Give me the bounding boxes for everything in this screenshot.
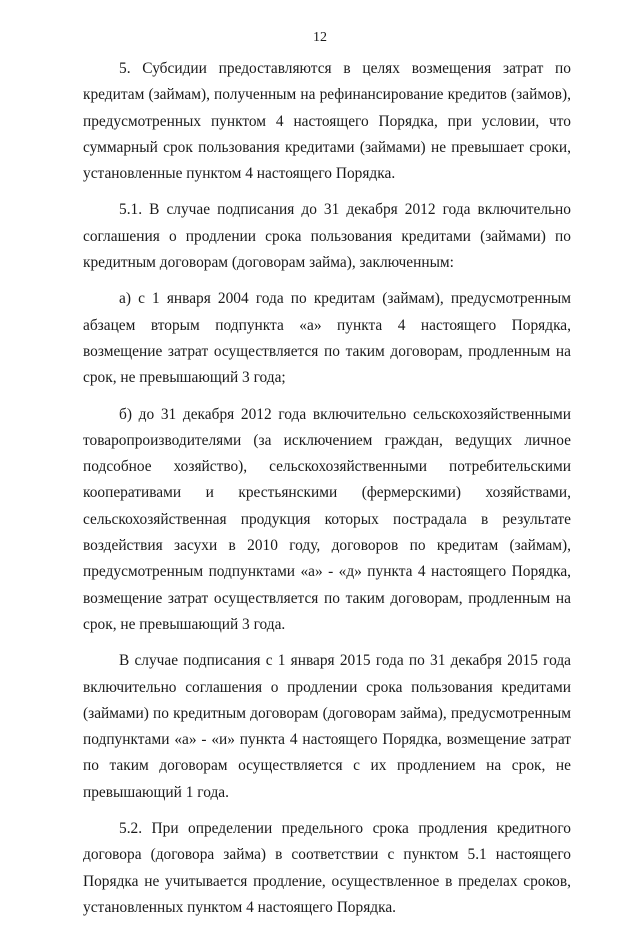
page-number: 12 bbox=[313, 30, 327, 45]
paragraph-5-2: 5.2. При определении предельного срока продления кредитного договора (договора займа) в соответствии с пунктом 5.1 настоящего Порядка не учитывается продление, осуществленное в пределах сроков, установленных пунктом 4 настоящего Порядка. bbox=[83, 820, 571, 916]
paragraph-5-1: 5.1. В случае подписания до 31 декабря 2012 года включительно соглашения о продлении срока пользования кредитами (займами) по кредитным договорам (договорам займа), заключенным: bbox=[83, 201, 571, 272]
paragraph-5: 5. Субсидии предоставляются в целях возмещения затрат по кредитам (займам), полученным на рефинансирование кредитов (займов), предусмотренных пунктом 4 настоящего Порядка, при условии, что суммарный срок пользования кредитами (займами) не превышает сроки, установленные пунктом 4 настоящего Порядка. bbox=[83, 60, 571, 183]
paragraph-2015-extension: В случае подписания с 1 января 2015 года по 31 декабря 2015 года включительно соглашения о продлении срока пользования кредитами (займами) по кредитным договорам (договорам займа), предусмотренным подпунктами «а» - «и» пункта 4 настоящего Порядка, возмещение затрат по таким договорам осуществляется с их продлением на срок, не превышающий 1 года. bbox=[83, 652, 571, 801]
document-body bbox=[83, 56, 571, 931]
paragraph-5-1-b: б) до 31 декабря 2012 года включительно сельскохозяйственными товаропроизводителями (за исключением граждан, ведущих личное подсобное хозяйство), сельскохозяйственными потребительскими кооперативами и крестьянскими (фермерскими) хозяйствами, сельскохозяйственная продукция которых пострадала в результате воздействия засухи в 2010 году, договоров по кредитам (займам), предусмотренным подпунктами «а» - «д» пункта 4 настоящего Порядка, возмещение затрат осуществляется по таким договорам, продленным на срок, не превышающий 3 года. bbox=[83, 405, 571, 633]
paragraph-5-1-a: а) с 1 января 2004 года по кредитам (займам), предусмотренным абзацем вторым подпункта «а» пункта 4 настоящего Порядка, возмещение затрат осуществляется по таким договорам, продленным на срок, не превышающий 3 года; bbox=[83, 290, 571, 387]
